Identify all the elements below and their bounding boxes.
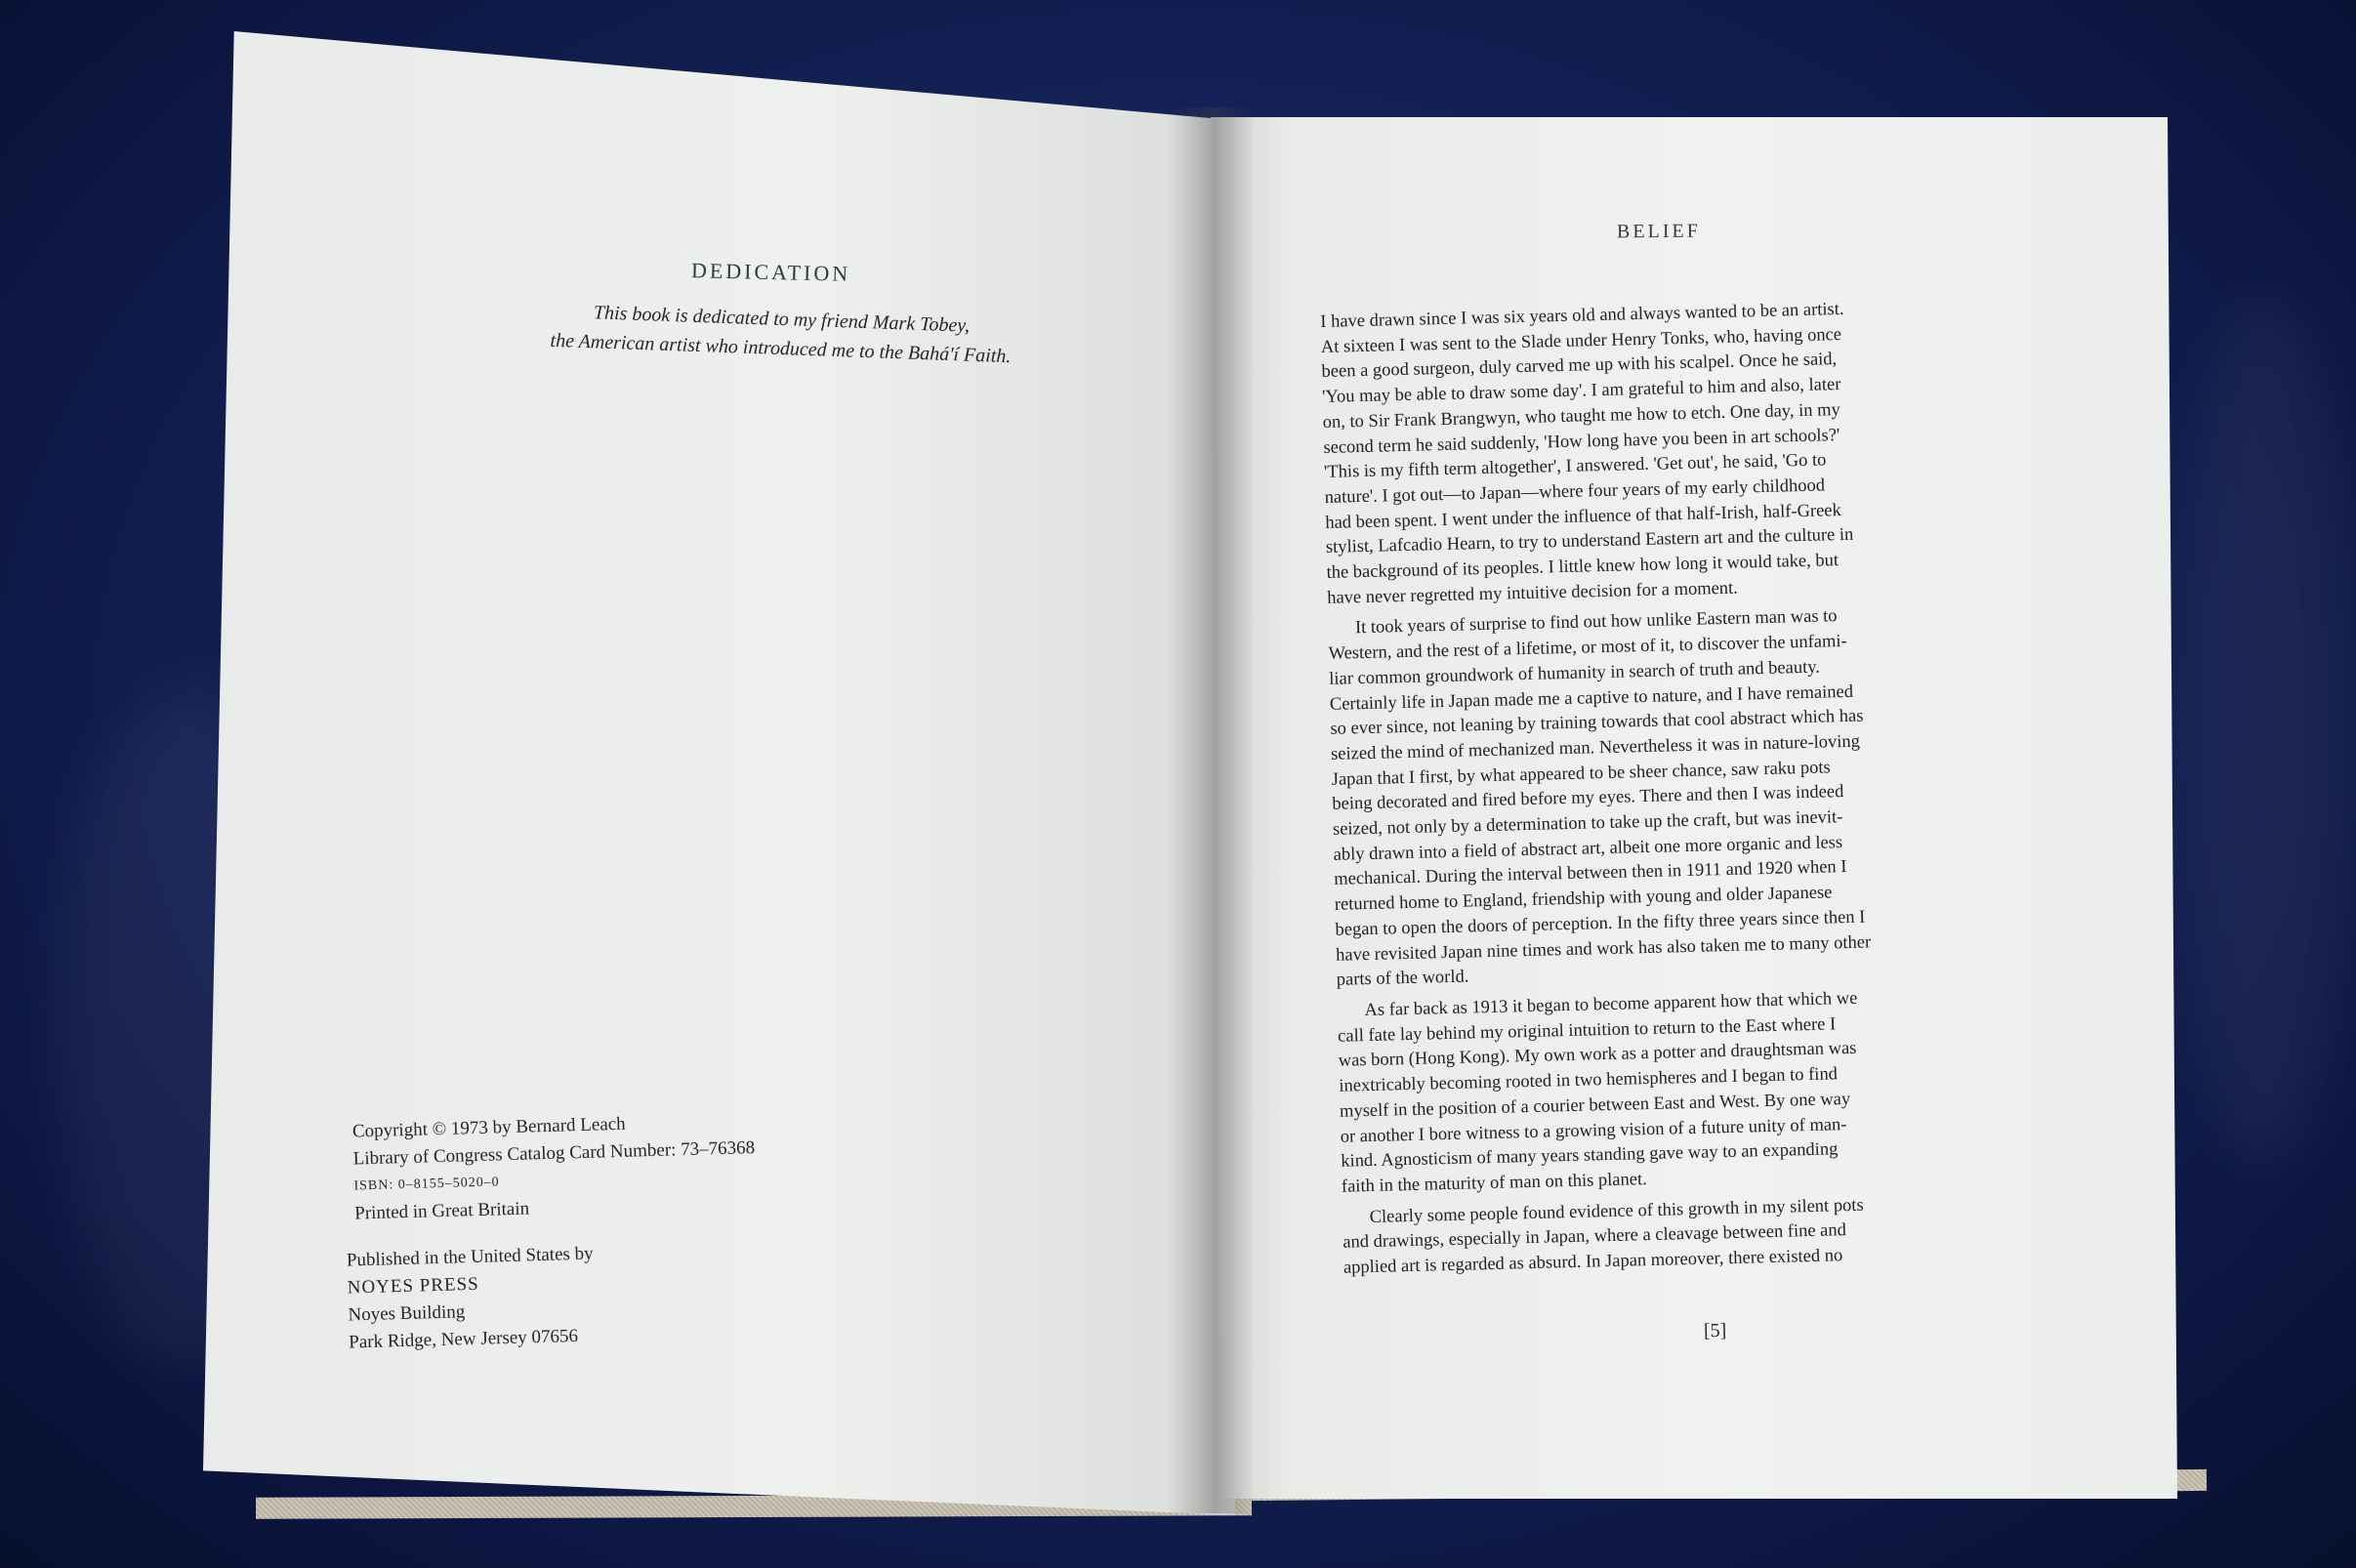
- body-line: seized the mind of mechanized man. Nevertheless it was in nature-loving: [1330, 731, 1861, 764]
- body-line: Western, and the rest of a lifetime, or most of it, to discover the unfami-: [1328, 632, 1847, 665]
- body-line: applied art is regarded as absurd. In Japan moreover, there existed no: [1343, 1246, 1843, 1278]
- body-line: being decorated and fired before my eyes. There and then I was indeed: [1332, 782, 1844, 815]
- page-number: [5]: [1703, 1319, 1727, 1342]
- body-line: I have drawn since I was six years old and always wanted to be an artist.: [1320, 299, 1844, 332]
- publisher-name: NOYES PRESS: [347, 1273, 480, 1299]
- body-line: 'You may be able to draw some day'. I am grateful to him and also, later: [1321, 375, 1841, 408]
- dedication-line: the American artist who introduced me to the Bahá'í Faith.: [550, 329, 1012, 368]
- body-line: Certainly life in Japan made me a captive to nature, and I have remained: [1329, 681, 1854, 715]
- dedication-line: This book is dedicated to my friend Mark Tobey,: [593, 302, 971, 337]
- body-line: been a good surgeon, duly carved me up with his scalpel. Once he said,: [1321, 350, 1838, 383]
- publisher-address: Park Ridge, New Jersey 07656: [348, 1325, 579, 1353]
- body-line: faith in the maturity of man on this planet.: [1341, 1169, 1647, 1197]
- copyright-line: Copyright © 1973 by Bernard Leach: [351, 1113, 626, 1142]
- body-line: on, to Sir Frank Brangwyn, who taught me how to etch. One day, in my: [1322, 399, 1840, 433]
- body-line: Clearly some people found evidence of this growth in my silent pots: [1369, 1195, 1864, 1227]
- body-line: stylist, Lafcadio Hearn, to try to understand Eastern art and the culture in: [1325, 525, 1854, 558]
- body-line: so ever since, not leaning by training towards that cool abstract which has: [1330, 706, 1864, 740]
- body-line: inextricably becoming rooted in two hemispheres and I began to find: [1339, 1064, 1839, 1096]
- body-line: nature'. I got out—to Japan—where four years of my early childhood: [1324, 475, 1826, 508]
- body-line: have never regretted my intuitive decision for a moment.: [1326, 578, 1739, 608]
- chapter-heading: BELIEF: [1616, 220, 1701, 243]
- printed-in-line: Printed in Great Britain: [353, 1198, 530, 1224]
- body-line: 'This is my fifth term altogether', I answered. 'Get out', he said, 'Go to: [1323, 450, 1827, 483]
- isbn-line: ISBN: 0–8155–5020–0: [353, 1175, 500, 1194]
- body-line: parts of the world.: [1336, 967, 1469, 991]
- published-by-line: Published in the United States by: [346, 1243, 594, 1271]
- body-line: Japan that I first, by what appeared to be sheer chance, saw raku pots: [1331, 758, 1831, 790]
- body-line: had been spent. I went under the influence of that half-Irish, half-Greek: [1325, 500, 1841, 533]
- body-line: returned home to England, friendship with young and older Japanese: [1334, 883, 1833, 915]
- body-line: second term he said suddenly, 'How long have you been in art schools?': [1323, 425, 1840, 458]
- body-line: seized, not only by a determination to take up the craft, but was inevit-: [1332, 807, 1843, 840]
- publisher-building: Noyes Building: [348, 1301, 466, 1326]
- body-paragraph: [1320, 294, 1995, 611]
- copyright-block: [352, 1103, 883, 1227]
- publisher-block: [347, 1232, 877, 1356]
- body-line: was born (Hong Kong). My own work as a potter and draughtsman was: [1338, 1039, 1857, 1072]
- body-line: It took years of surprise to find out how unlike Eastern man was to: [1354, 606, 1838, 639]
- body-line: the background of its peoples. I little knew how long it would take, but: [1326, 551, 1839, 583]
- body-line: began to open the doors of perception. In the fifty three years since then I: [1335, 907, 1866, 940]
- body-line: call fate lay behind my original intuition to return to the East where I: [1337, 1014, 1837, 1047]
- body-line: ably drawn into a field of abstract art, albeit one more organic and less: [1333, 832, 1843, 865]
- body-line: liar common groundwork of humanity in search of truth and beauty.: [1328, 657, 1821, 689]
- body-line: mechanical. During the interval between then in 1911 and 1920 when I: [1334, 857, 1847, 890]
- body-line: have revisited Japan nine times and work has also taken me to many other: [1335, 931, 1872, 966]
- body-line: kind. Agnosticism of many years standing gave way to an expanding: [1341, 1139, 1839, 1172]
- body-line: As far back as 1913 it began to become apparent how that which we: [1364, 988, 1858, 1021]
- body-line: or another I bore witness to a growing vision of a future unity of man-: [1340, 1114, 1847, 1147]
- dedication-heading: DEDICATION: [690, 258, 851, 286]
- body-paragraph: [1342, 1190, 2011, 1282]
- body-line: At sixteen I was sent to the Slade under Henry Tonks, who, having once: [1320, 324, 1842, 357]
- catalog-number-line: Library of Congress Catalog Card Number: 73–76368: [352, 1137, 756, 1170]
- chapter-body-text: [1320, 294, 2011, 1287]
- body-paragraph: [1337, 983, 2009, 1200]
- body-line: myself in the position of a courier between East and West. By one way: [1339, 1089, 1851, 1122]
- body-paragraph: [1328, 601, 2005, 994]
- body-line: and drawings, especially in Japan, where a cleavage between fine and: [1343, 1220, 1847, 1254]
